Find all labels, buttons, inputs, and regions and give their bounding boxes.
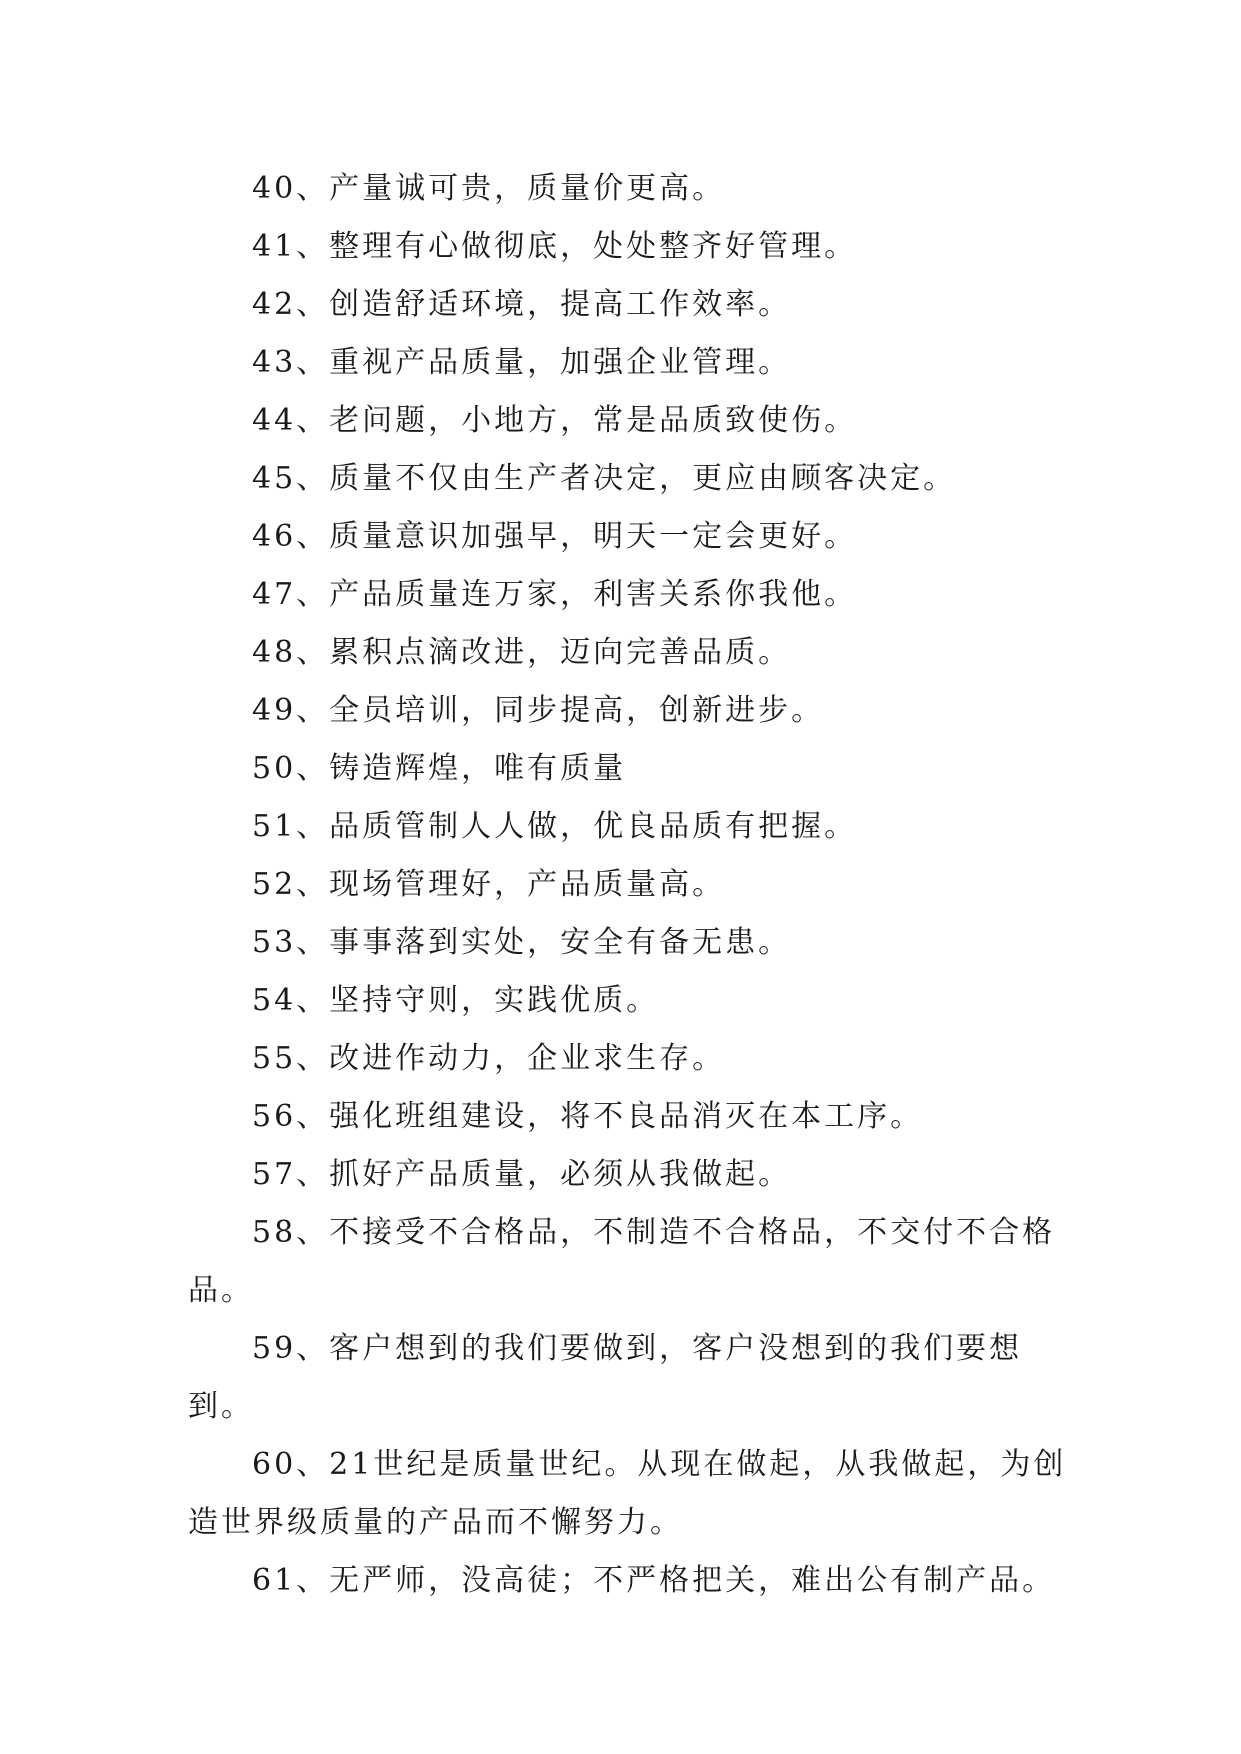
list-item: 45、质量不仅由生产者决定，更应由顾客决定。 bbox=[252, 461, 957, 496]
list-item: 44、老问题，小地方，常是品质致使伤。 bbox=[252, 403, 858, 438]
list-item: 57、抓好产品质量，必须从我做起。 bbox=[252, 1157, 792, 1192]
list-item: 51、品质管制人人做，优良品质有把握。 bbox=[252, 809, 858, 844]
list-item: 59、客户想到的我们要做到，客户没想到的我们要想到。 bbox=[188, 1331, 1023, 1424]
list-item: 41、整理有心做彻底，处处整齐好管理。 bbox=[252, 229, 858, 264]
list-item: 52、现场管理好，产品质量高。 bbox=[252, 867, 726, 902]
list-item: 46、质量意识加强早，明天一定会更好。 bbox=[252, 519, 858, 554]
list-item: 49、全员培训，同步提高，创新进步。 bbox=[252, 693, 825, 728]
document-body bbox=[188, 160, 1068, 1610]
list-item: 42、创造舒适环境，提高工作效率。 bbox=[252, 287, 792, 322]
list-item: 47、产品质量连万家，利害关系你我他。 bbox=[252, 577, 858, 612]
list-item: 48、累积点滴改进，迈向完善品质。 bbox=[252, 635, 792, 670]
list-item: 61、无严师，没高徒；不严格把关，难出公有制产品。 bbox=[252, 1563, 1056, 1598]
list-item: 54、坚持守则，实践优质。 bbox=[252, 983, 660, 1018]
list-item: 58、不接受不合格品，不制造不合格品，不交付不合格品。 bbox=[188, 1215, 1056, 1308]
list-item: 55、改进作动力，企业求生存。 bbox=[252, 1041, 726, 1076]
list-item: 53、事事落到实处，安全有备无患。 bbox=[252, 925, 792, 960]
list-item: 56、强化班组建设，将不良品消灭在本工序。 bbox=[252, 1099, 924, 1134]
list-item: 43、重视产品质量，加强企业管理。 bbox=[252, 345, 792, 380]
list-item: 50、铸造辉煌，唯有质量 bbox=[252, 751, 627, 786]
list-item: 40、产量诚可贵，质量价更高。 bbox=[252, 171, 726, 206]
list-item: 60、21世纪是质量世纪。从现在做起，从我做起，为创造世界级质量的产品而不懈努力。 bbox=[188, 1447, 1067, 1540]
